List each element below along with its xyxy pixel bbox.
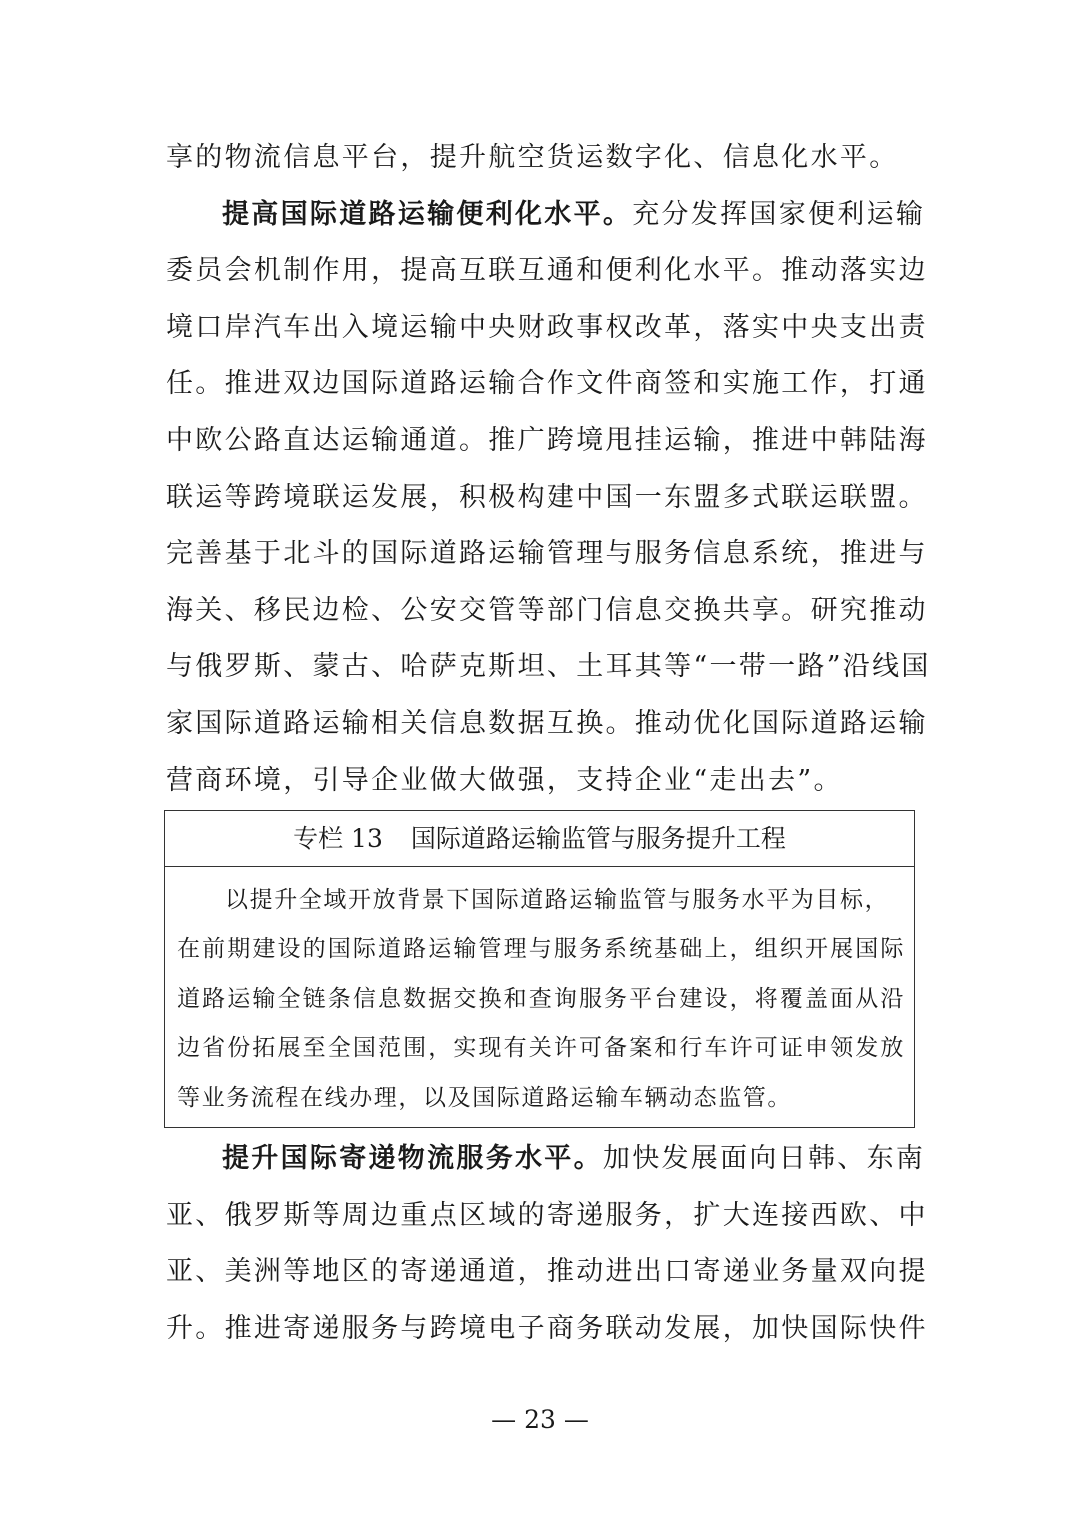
paragraph-first-line	[166, 1139, 926, 1179]
column-label: 专栏 13	[293, 824, 383, 853]
paragraph-line: 完善基于北斗的国际道路运输管理与服务信息系统，推进与	[166, 538, 928, 569]
paragraph-text: 充分发挥国家便利运输	[632, 199, 926, 230]
paragraph-line: 营商环境，引导企业做大做强，支持企业“走出去”。	[166, 765, 843, 796]
paragraph-line: 亚、美洲等地区的寄递通道，推动进出口寄递业务量双向提	[166, 1256, 928, 1287]
paragraph-line: 享的物流信息平台，提升航空货运数字化、信息化水平。	[166, 142, 899, 173]
paragraph-line: 中欧公路直达运输通道。推广跨境甩挂运输，推进中韩陆海	[166, 425, 928, 456]
column-box-header	[165, 811, 914, 867]
paragraph-heading: 提升国际寄递物流服务水平。	[222, 1143, 603, 1174]
column-box	[164, 810, 915, 1128]
column-box-line: 道路运输全链条信息数据交换和查询服务平台建设，将覆盖面从沿	[177, 986, 905, 1012]
paragraph-line: 亚、俄罗斯等周边重点区域的寄递服务，扩大连接西欧、中	[166, 1200, 928, 1231]
paragraph-line: 海关、移民边检、公安交管等部门信息交换共享。研究推动	[166, 595, 928, 626]
paragraph-line: 任。推进双边国际道路运输合作文件商签和实施工作，打通	[166, 368, 928, 399]
column-box-line: 以提升全域开放背景下国际道路运输监管与服务水平为目标，	[225, 887, 890, 913]
paragraph-text: 加快发展面向日韩、东南	[602, 1143, 926, 1174]
page-number: — 23 —	[491, 1405, 589, 1434]
paragraph-first-line	[166, 195, 926, 235]
paragraph-line: 境口岸汽车出入境运输中央财政事权改革，落实中央支出责	[166, 312, 928, 343]
column-box-line: 等业务流程在线办理，以及国际道路运输车辆动态监管。	[177, 1085, 792, 1111]
column-box-line: 边省份拓展至全国范围，实现有关许可备案和行车许可证申领发放	[177, 1035, 905, 1061]
column-box-line: 在前期建设的国际道路运输管理与服务系统基础上，组织开展国际	[177, 936, 905, 962]
column-title: 国际道路运输监管与服务提升工程	[410, 824, 786, 853]
paragraph-line: 家国际道路运输相关信息数据互换。推动优化国际道路运输	[166, 708, 928, 739]
paragraph-heading: 提高国际道路运输便利化水平。	[222, 199, 633, 230]
paragraph-line: 与俄罗斯、蒙古、哈萨克斯坦、土耳其等“一带一路”沿线国	[166, 651, 931, 682]
paragraph-line: 升。推进寄递服务与跨境电子商务联动发展，加快国际快件	[166, 1313, 928, 1344]
paragraph-line: 联运等跨境联运发展，积极构建中国一东盟多式联运联盟。	[166, 482, 928, 513]
paragraph-line: 委员会机制作用，提高互联互通和便利化水平。推动落实边	[166, 255, 928, 286]
